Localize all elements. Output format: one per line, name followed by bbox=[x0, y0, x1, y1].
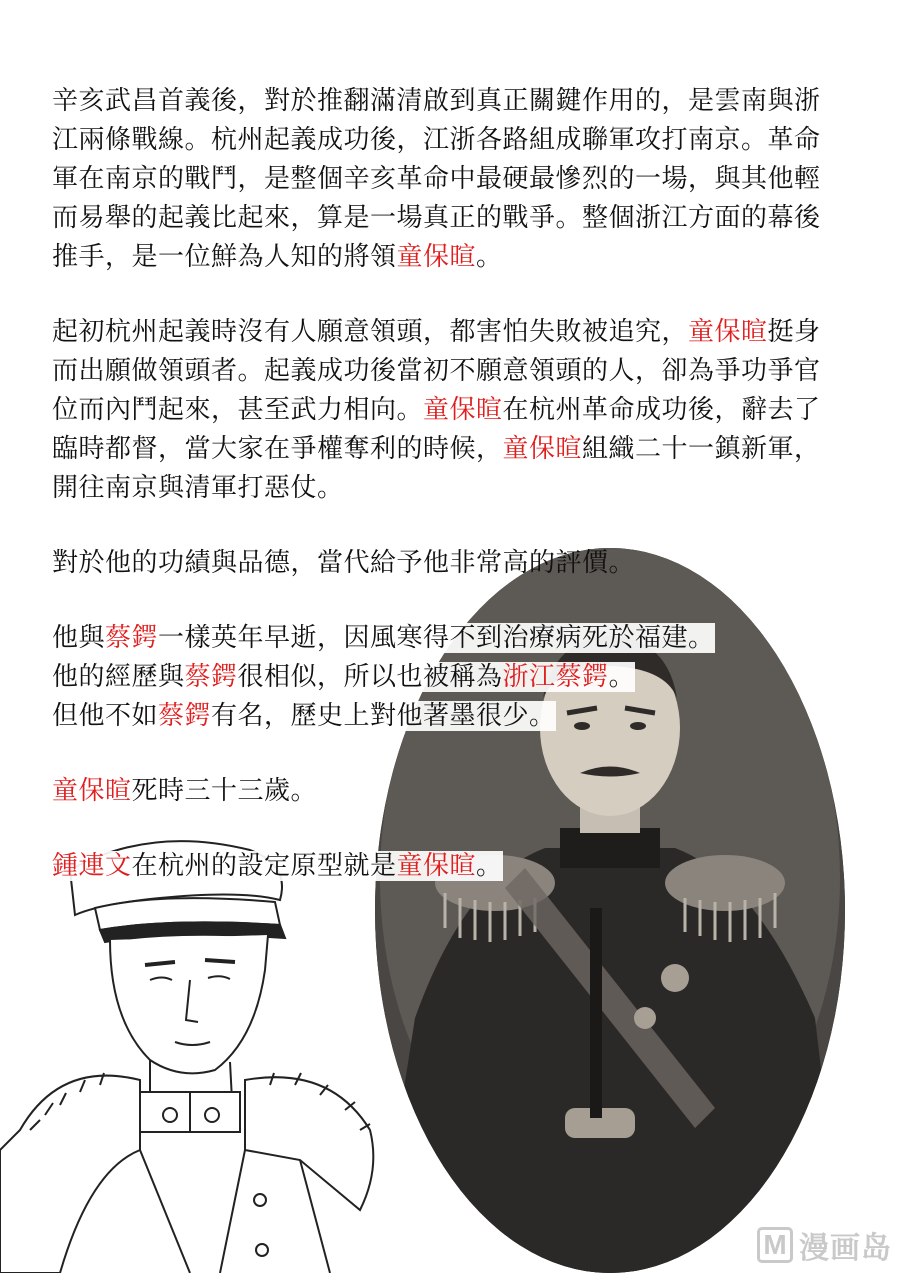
highlight-name: 蔡鍔 bbox=[184, 662, 238, 692]
text-segment: 。 bbox=[476, 242, 503, 272]
article-text bbox=[52, 82, 852, 922]
highlight-name: 鍾連文 bbox=[52, 851, 132, 881]
text-segment: 組織二十一鎮新軍， bbox=[582, 434, 821, 464]
paragraph-3 bbox=[52, 544, 852, 583]
highlight-name: 童保暄 bbox=[396, 851, 477, 881]
paragraph-6 bbox=[52, 847, 852, 886]
highlight-name: 童保暄 bbox=[396, 242, 477, 272]
text-segment: 他的經歷與 bbox=[52, 662, 185, 692]
text-segment: 有名，歷史上對他著墨很少。 bbox=[211, 701, 556, 731]
highlight-name: 蔡鍔 bbox=[105, 623, 159, 653]
text-line bbox=[52, 238, 852, 277]
text-line: 江兩條戰線。杭州起義成功後，江浙各路組成聯軍攻打南京。革命 bbox=[52, 125, 821, 155]
paragraph-5 bbox=[52, 772, 852, 811]
text-segment: 挺身 bbox=[767, 317, 821, 347]
text-line: 而出願做領頭者。起義成功後當初不願意領頭的人，卻為爭功爭官 bbox=[52, 356, 821, 386]
watermark-logo bbox=[757, 1225, 892, 1265]
text-segment: 。 bbox=[476, 851, 503, 881]
text-line bbox=[52, 619, 852, 658]
text-line: 而易舉的起義比起來，算是一場真正的戰爭。整個浙江方面的幕後 bbox=[52, 203, 821, 233]
text-segment: 。 bbox=[608, 662, 636, 692]
text-line: 開往南京與清軍打惡仗。 bbox=[52, 473, 344, 503]
paragraph-2 bbox=[52, 313, 852, 508]
highlight-name: 浙江蔡鍔 bbox=[502, 662, 609, 692]
text-segment: 起初杭州起義時沒有人願意領頭，都害怕失敗被追究， bbox=[52, 317, 689, 347]
text-line: 辛亥武昌首義後，對於推翻滿清啟到真正關鍵作用的，是雲南與浙 bbox=[52, 86, 821, 116]
text-segment: 位而內鬥起來，甚至武力相向。 bbox=[52, 395, 424, 425]
watermark-text: 漫画岛 bbox=[799, 1231, 892, 1266]
highlight-name: 蔡鍔 bbox=[158, 701, 212, 731]
text-segment: 臨時都督，當大家在爭權奪利的時候， bbox=[52, 434, 503, 464]
paragraph-1 bbox=[52, 82, 852, 277]
highlight-name: 童保暄 bbox=[502, 434, 583, 464]
text-segment: 很相似，所以也被稱為 bbox=[237, 662, 503, 692]
text-line: 軍在南京的戰鬥，是整個辛亥革命中最硬最慘烈的一場，與其他輕 bbox=[52, 164, 821, 194]
paragraph-4 bbox=[52, 619, 852, 736]
text-line: 對於他的功績與品德，當代給予他非常高的評價。 bbox=[52, 548, 636, 578]
text-segment: 他與 bbox=[52, 623, 106, 653]
watermark-m-icon: M bbox=[757, 1227, 793, 1263]
highlight-name: 童保暄 bbox=[688, 317, 768, 347]
text-segment: 在杭州的設定原型就是 bbox=[131, 851, 397, 881]
text-segment: 但他不如 bbox=[52, 701, 159, 731]
text-segment: 一樣英年早逝，因風寒得不到治療病死於福建。 bbox=[158, 623, 715, 653]
text-segment: 推手，是一位鮮為人知的將領 bbox=[52, 242, 397, 272]
highlight-name: 童保暄 bbox=[52, 776, 132, 806]
text-line bbox=[52, 313, 852, 352]
text-segment: 死時三十三歲。 bbox=[131, 776, 318, 806]
highlight-name: 童保暄 bbox=[423, 395, 503, 425]
text-line bbox=[52, 391, 852, 430]
text-line bbox=[52, 697, 852, 736]
text-segment: 在杭州革命成功後，辭去了 bbox=[502, 395, 821, 425]
text-line bbox=[52, 772, 852, 811]
text-line bbox=[52, 430, 852, 469]
text-line bbox=[52, 658, 852, 697]
text-line bbox=[52, 847, 852, 886]
